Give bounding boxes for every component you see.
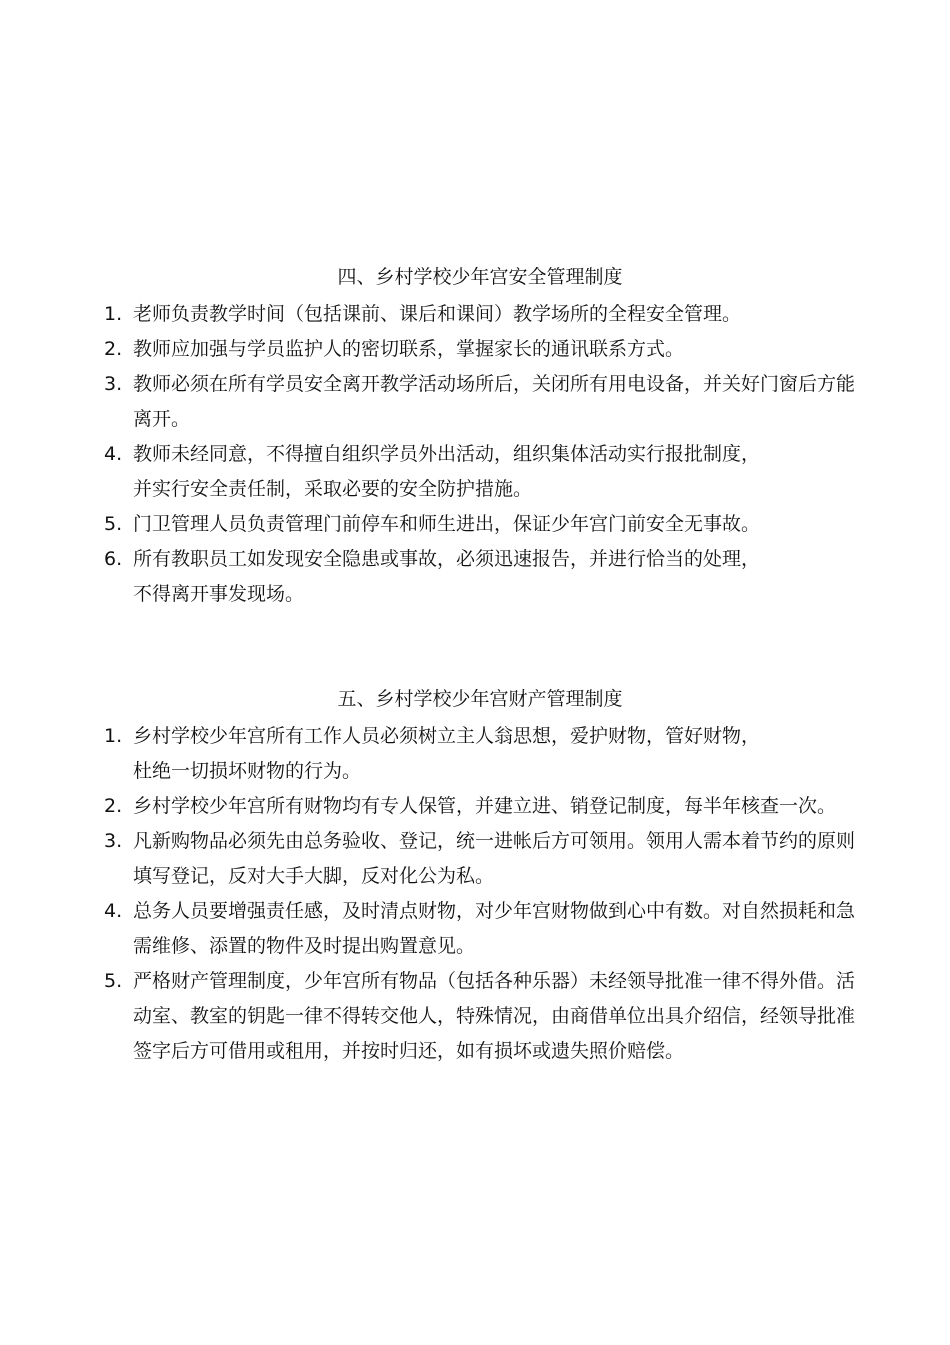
item-number: 6. <box>104 548 123 570</box>
item-text: 教师必须在所有学员安全离开教学活动场所后，关闭所有用电设备，并关好门窗后方能离开。 <box>133 373 856 430</box>
item-text: 教师未经同意，不得擅自组织学员外出活动，组织集体活动实行报批制度， 并实行安全责任制，采取必要的安全防护措施。 <box>133 443 761 500</box>
section-title: 五、乡村学校少年宫财产管理制度 <box>337 688 623 710</box>
section-title: 四、乡村学校少年宫安全管理制度 <box>337 266 623 288</box>
rule-list <box>0 719 950 1069</box>
list-item <box>0 507 950 542</box>
item-number: 5. <box>104 970 123 992</box>
property-management-section <box>0 684 950 1069</box>
list-item <box>0 297 950 332</box>
list-item <box>0 894 950 964</box>
item-number: 2. <box>104 338 123 360</box>
list-item <box>0 789 950 824</box>
item-number: 3. <box>104 373 123 395</box>
item-number: 1. <box>104 303 123 325</box>
list-item <box>0 542 950 612</box>
item-number: 4. <box>104 443 123 465</box>
item-number: 2. <box>104 795 123 817</box>
item-number: 3. <box>104 830 123 852</box>
item-text: 乡村学校少年宫所有工作人员必须树立主人翁思想，爱护财物，管好财物， 杜绝一切损坏财物的行为。 <box>133 725 761 782</box>
item-text: 门卫管理人员负责管理门前停车和师生进出，保证少年宫门前安全无事故。 <box>133 513 761 535</box>
list-item <box>0 367 950 437</box>
item-number: 1. <box>104 725 123 747</box>
item-number: 5. <box>104 513 123 535</box>
list-item <box>0 437 950 507</box>
item-text: 教师应加强与学员监护人的密切联系，掌握家长的通讯联系方式。 <box>133 338 685 360</box>
item-text: 所有教职员工如发现安全隐患或事故，必须迅速报告，并进行恰当的处理， 不得离开事发现场。 <box>133 548 761 605</box>
list-item <box>0 332 950 367</box>
item-text: 凡新购物品必须先由总务验收、登记，统一进帐后方可领用。领用人需本着节约的原则填写登记，反对大手大脚，反对化公为私。 <box>133 830 856 887</box>
safety-management-section <box>0 262 950 612</box>
list-item <box>0 824 950 894</box>
list-item <box>0 964 950 1069</box>
list-item <box>0 719 950 789</box>
rule-list <box>0 297 950 612</box>
item-number: 4. <box>104 900 123 922</box>
item-text: 严格财产管理制度，少年宫所有物品（包括各种乐器）未经领导批准一律不得外借。活动室、教室的钥匙一律不得转交他人，特殊情况，由商借单位出具介绍信，经领导批准签字后方可借用或租用，并按时归还，如有损坏或遗失照价赔偿。 <box>133 970 856 1062</box>
item-text: 总务人员要增强责任感，及时清点财物，对少年宫财物做到心中有数。对自然损耗和急需维修、添置的物件及时提出购置意见。 <box>133 900 856 957</box>
item-text: 乡村学校少年宫所有财物均有专人保管，并建立进、销登记制度，每半年核查一次。 <box>133 795 837 817</box>
item-text: 老师负责教学时间（包括课前、课后和课间）教学场所的全程安全管理。 <box>133 303 742 325</box>
